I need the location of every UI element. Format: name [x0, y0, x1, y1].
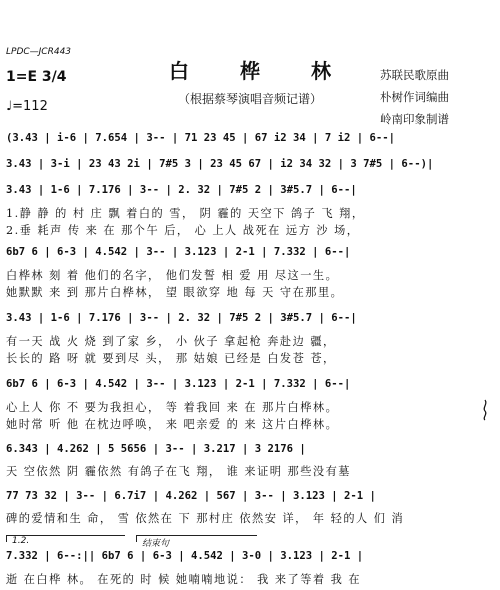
credit-transcriber: 岭南印象制谱	[380, 112, 449, 126]
page-subtitle: （根据蔡琴演唱音频记谱）	[177, 92, 322, 106]
verse-row-2-notes: 6b7 6 | 6-3 | 4.542 | 3-- | 3.123 | 2-1 | 7.332 | 6--|	[6, 246, 351, 258]
first-ending-label: 1.2.	[12, 536, 30, 546]
verse-row-1-lyric-2: 2.垂 耗声 传 来 在 那个午 后， 心 上人 战死在 远方 沙 场，	[6, 224, 360, 237]
key-signature: 1=E 3/4	[6, 69, 67, 85]
verse-row-3-notes: 3.43 | 1-6 | 7.176 | 3-- | 2. 32 | 7#5 2 | 3#5.7 | 6--|	[6, 312, 357, 324]
chorus-row-2-notes: 77 73 32 | 3-- | 6.7i7 | 4.262 | 567 | 3-- | 3.123 | 2-1 |	[6, 490, 376, 502]
verse-row-2-lyric-1: 白桦林 刻 着 他们的名字， 他们发誓 相 爱 用 尽这一生。	[6, 269, 339, 282]
final-ending-label: 结束句	[142, 539, 170, 549]
chorus-row-2-lyric: 碑的爱情和生 命， 雪 依然在 下 那村庄 依然安 详， 年 轻的人 们 消	[6, 512, 405, 525]
verse-row-4-notes: 6b7 6 | 6-3 | 4.542 | 3-- | 3.123 | 2-1 | 7.332 | 6--|	[6, 378, 351, 390]
intro-row-2: 3.43 | 3-i | 23 43 2i | 7#5 3 | 23 45 67 | i2 34 32 | 3 7#5 | 6--)|	[6, 158, 434, 170]
verse-row-2-lyric-2: 她默默 来 到 那片白桦林， 望 眼欲穿 地 每 天 守在那里。	[6, 286, 344, 299]
verse-row-3-lyric-2: 长长的 路 呀 就 要到尽 头， 那 姑娘 已经是 白发苍 苍，	[6, 352, 336, 365]
final-row-lyric: 逝 在白桦 林。 在死的 时 候 她喃喃地说： 我 来了等着 我 在	[6, 573, 362, 586]
verse-row-4-lyric-1: 心上人 你 不 要为我担心， 等 着我回 来 在 那片白桦林。	[6, 401, 339, 414]
breath-mark-icon	[482, 399, 488, 421]
page-title: 白 桦 林	[169, 59, 353, 83]
chorus-row-1-lyric: 天 空依然 阴 霾依然 有鸽子在飞 翔， 谁 来证明 那些没有墓	[6, 465, 351, 478]
verse-row-4-lyric-2: 她时常 听 他 在枕边呼唤， 来 吧亲爱 的 来 这片白桦林。	[6, 418, 339, 431]
credit-lyricist: 朴树作词编曲	[380, 90, 449, 104]
verse-row-1-lyric-1: 1.静 静 的 村 庄 飘 着白的 雪， 阴 霾的 天空下 鸽子 飞 翔，	[6, 207, 365, 220]
final-row-notes: 7.332 | 6--:|| 6b7 6 | 6-3 | 4.542 | 3-0 | 3.123 | 2-1 |	[6, 550, 364, 562]
verse-row-3-lyric-1: 有一天 战 火 烧 到了家 乡， 小 伙子 拿起枪 奔赴边 疆，	[6, 335, 336, 348]
score-code: LPDC—JCR443	[6, 47, 72, 57]
chorus-row-1-notes: 6.343 | 4.262 | 5 5656 | 3-- | 3.217 | 3 2176 |	[6, 443, 306, 455]
intro-row-1: (3.43 | i-6 | 7.654 | 3-- | 71 23 45 | 67 i2 34 | 7 i2 | 6--|	[6, 132, 396, 144]
verse-row-1-notes: 3.43 | 1-6 | 7.176 | 3-- | 2. 32 | 7#5 2 | 3#5.7 | 6--|	[6, 184, 357, 196]
credit-original: 苏联民歌原曲	[380, 68, 449, 82]
tempo-marking: ♩=112	[6, 99, 48, 114]
